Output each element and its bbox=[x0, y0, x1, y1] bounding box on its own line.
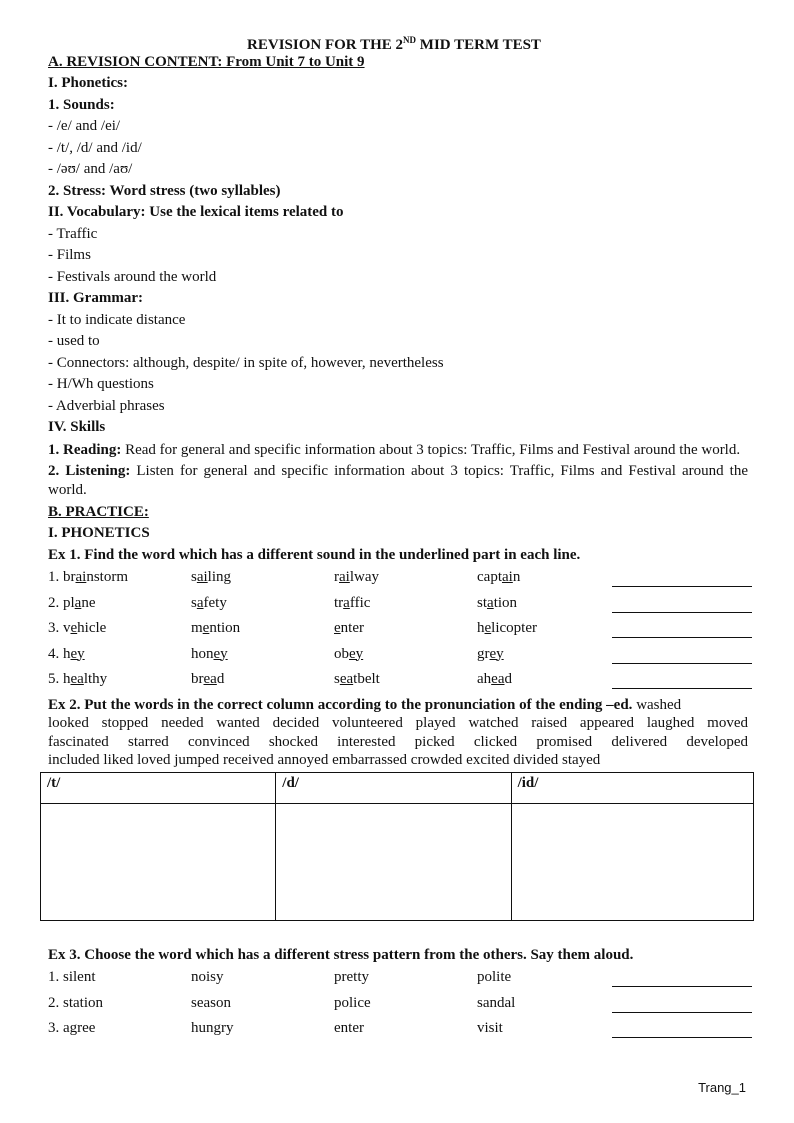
ex1-option: safety bbox=[191, 594, 227, 611]
underlined-part: e bbox=[484, 620, 492, 636]
column-header-d: /d/ bbox=[276, 772, 511, 803]
answer-blank[interactable] bbox=[612, 1012, 752, 1013]
sounds-heading: 1. Sounds: bbox=[48, 96, 115, 113]
ex3-option: police bbox=[334, 994, 371, 1011]
ex3-option: enter bbox=[334, 1020, 364, 1036]
title-prefix: REVISION FOR THE 2 bbox=[247, 37, 404, 53]
underlined-part: ai bbox=[75, 569, 87, 585]
answer-blank[interactable] bbox=[612, 1037, 752, 1038]
ex1-option: mention bbox=[191, 620, 241, 636]
underlined-part: a bbox=[487, 594, 494, 611]
answer-blank[interactable] bbox=[612, 586, 752, 587]
answer-blank[interactable] bbox=[612, 612, 752, 613]
ex3-option: 3. agree bbox=[48, 1020, 96, 1036]
vocabulary-item: - Festivals around the world bbox=[48, 268, 217, 285]
underlined-part: ea bbox=[491, 671, 505, 687]
vocabulary-item: - Traffic bbox=[48, 225, 98, 242]
answer-blank[interactable] bbox=[612, 637, 752, 638]
listening-skill bbox=[48, 462, 748, 500]
listening-text: Listen for general and specific information about 3 topics: Traffic, Films and Festival around the world. bbox=[48, 462, 748, 498]
ex1-option: 4. hey bbox=[48, 645, 85, 662]
ex2-words: washed bbox=[632, 696, 682, 713]
ex1-row bbox=[48, 617, 748, 643]
ex1-option: seatbelt bbox=[334, 671, 380, 687]
phonetics-heading: I. Phonetics: bbox=[48, 75, 128, 91]
vocabulary-heading: II. Vocabulary: Use the lexical items related to bbox=[48, 204, 344, 220]
underlined-part: ai bbox=[196, 569, 208, 585]
underlined-part: a bbox=[196, 594, 204, 611]
ex3-option: visit bbox=[477, 1020, 503, 1036]
reading-label: 1. Reading: bbox=[48, 441, 122, 458]
ex1-option: traffic bbox=[334, 594, 371, 611]
underlined-part: a bbox=[74, 594, 82, 611]
underlined-part: ai bbox=[339, 569, 350, 585]
ex1-option: honey bbox=[191, 645, 228, 662]
ex1-option: railway bbox=[334, 569, 379, 585]
reading-text: Read for general and specific information about 3 topics: Traffic, Films and Festival around the world. bbox=[121, 441, 741, 458]
section-b-heading: B. PRACTICE: bbox=[48, 503, 149, 520]
underlined-part: ey bbox=[213, 645, 228, 662]
page-title bbox=[40, 30, 748, 52]
ex2-block bbox=[48, 696, 748, 770]
column-header-id: /id/ bbox=[511, 772, 753, 803]
sound-item: - /əʊ/ and /aʊ/ bbox=[48, 161, 133, 177]
answer-cell-id[interactable] bbox=[511, 803, 753, 920]
underlined-part: e bbox=[70, 620, 78, 636]
ex1-row bbox=[48, 643, 748, 669]
underlined-part: ey bbox=[70, 645, 85, 662]
ex3-option: season bbox=[191, 994, 231, 1011]
answer-cell-d[interactable] bbox=[276, 803, 511, 920]
underlined-part: ey bbox=[489, 645, 504, 662]
ex3-option: 1. silent bbox=[48, 969, 96, 985]
sound-item: - /t/, /d/ and /id/ bbox=[48, 139, 142, 156]
ex1-option: 2. plane bbox=[48, 594, 96, 611]
answer-cell-t[interactable] bbox=[41, 803, 276, 920]
practice-phonetics-heading: I. PHONETICS bbox=[48, 525, 150, 541]
section-a-heading: A. REVISION CONTENT: From Unit 7 to Unit 9 bbox=[48, 53, 365, 70]
grammar-item: - Connectors: although, despite/ in spite of, however, nevertheless bbox=[48, 354, 444, 371]
ex2-instruction: Ex 2. Put the words in the correct column according to the pronunciation of the ending –ed. bbox=[48, 696, 633, 713]
ex1-option: 3. vehicle bbox=[48, 620, 107, 636]
ex1-option: 5. healthy bbox=[48, 671, 108, 687]
underlined-part: ey bbox=[349, 645, 364, 662]
ex1-option: 1. brainstorm bbox=[48, 569, 128, 585]
vocabulary-item: - Films bbox=[48, 247, 91, 263]
ex1-option: sailing bbox=[191, 569, 232, 585]
underlined-part: ea bbox=[339, 671, 354, 687]
ex3-row bbox=[48, 966, 748, 992]
ex2-sound-table bbox=[40, 772, 754, 921]
ex1-rows bbox=[48, 566, 748, 694]
ex1-instruction: Ex 1. Find the word which has a different sound in the underlined part in each line. bbox=[48, 546, 581, 563]
ex1-option: ahead bbox=[477, 671, 512, 687]
reading-skill bbox=[48, 441, 748, 460]
underlined-part: e bbox=[334, 620, 341, 636]
ex1-row bbox=[48, 668, 748, 694]
grammar-item: - used to bbox=[48, 333, 100, 349]
ex3-option: 2. station bbox=[48, 994, 103, 1011]
underlined-part: e bbox=[202, 620, 210, 636]
ex1-row bbox=[48, 566, 748, 592]
sound-item: - /e/ and /ei/ bbox=[48, 118, 121, 134]
ex3-row bbox=[48, 992, 748, 1018]
ex3-option: noisy bbox=[191, 969, 224, 985]
title-superscript: ND bbox=[403, 35, 417, 45]
ex1-option: helicopter bbox=[477, 620, 537, 636]
ex3-option: sandal bbox=[477, 994, 516, 1011]
ex3-option: polite bbox=[477, 969, 512, 985]
ex2-words: looked stopped needed wanted decided volunteered played watched raised appeared laughed moved bbox=[48, 715, 748, 731]
underlined-part: ai bbox=[501, 569, 513, 585]
ex3-option: pretty bbox=[334, 969, 369, 985]
column-header-t: /t/ bbox=[41, 772, 276, 803]
ex1-option: enter bbox=[334, 620, 364, 636]
answer-blank[interactable] bbox=[612, 663, 752, 664]
ex1-option: station bbox=[477, 594, 518, 611]
answer-blank[interactable] bbox=[612, 986, 752, 987]
ex1-option: obey bbox=[334, 645, 364, 662]
ex2-words: fascinated starred convinced shocked interested picked clicked promised delivered developed bbox=[48, 733, 748, 750]
grammar-item: - It to indicate distance bbox=[48, 311, 186, 328]
ex3-rows bbox=[48, 966, 748, 1043]
ex1-row bbox=[48, 592, 748, 618]
underlined-part: a bbox=[343, 594, 350, 611]
skills-heading: IV. Skills bbox=[48, 419, 106, 435]
grammar-heading: III. Grammar: bbox=[48, 290, 143, 306]
answer-blank[interactable] bbox=[612, 688, 752, 689]
ex2-words: included liked loved jumped received annoyed embarrassed crowded excited divided stayed bbox=[48, 752, 601, 768]
title-suffix: MID TERM TEST bbox=[416, 37, 541, 53]
underlined-part: ea bbox=[70, 671, 84, 687]
ex1-option: captain bbox=[477, 569, 521, 585]
page-number: Trang_1 bbox=[698, 1080, 746, 1095]
listening-label: 2. Listening: bbox=[48, 462, 131, 479]
ex3-instruction: Ex 3. Choose the word which has a different stress pattern from the others. Say them aloud. bbox=[48, 946, 634, 963]
ex3-option: hungry bbox=[191, 1020, 234, 1036]
ex1-option: bread bbox=[191, 671, 225, 687]
grammar-item: - H/Wh questions bbox=[48, 376, 154, 392]
ex3-row bbox=[48, 1017, 748, 1043]
underlined-part: ea bbox=[203, 671, 217, 687]
stress-heading: 2. Stress: Word stress (two syllables) bbox=[48, 182, 281, 199]
grammar-item: - Adverbial phrases bbox=[48, 397, 165, 414]
ex1-option: grey bbox=[477, 645, 504, 662]
worksheet-page bbox=[48, 30, 748, 1043]
